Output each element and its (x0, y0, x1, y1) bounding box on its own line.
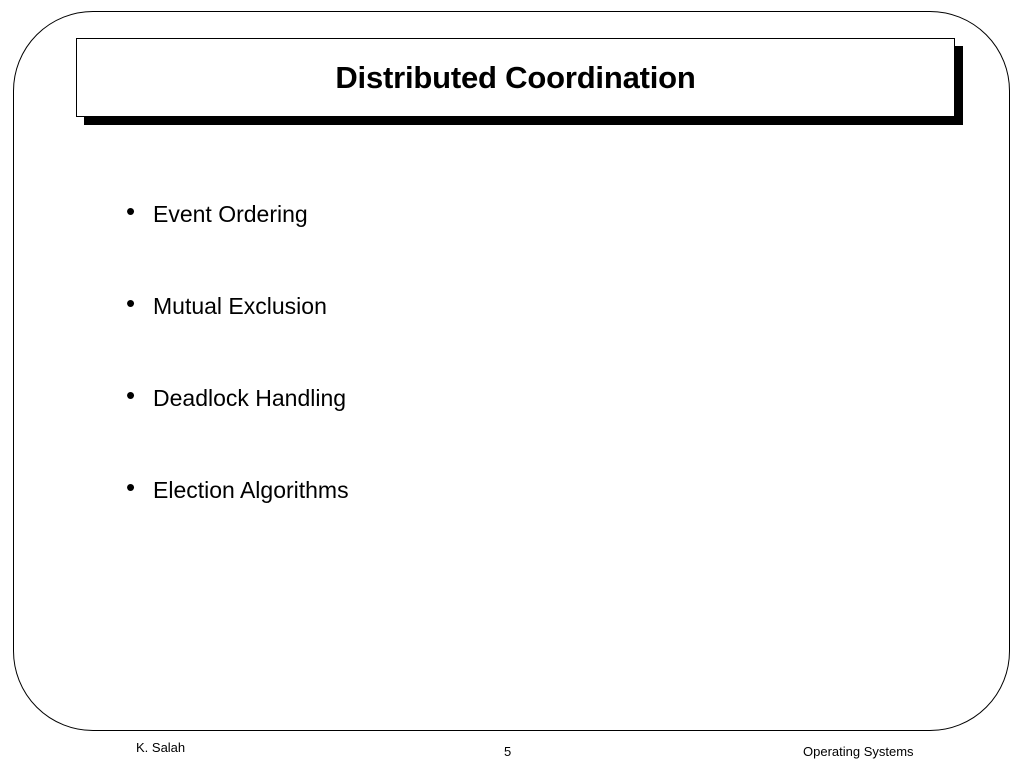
bullet-text: Mutual Exclusion (153, 292, 327, 319)
bullet-text: Election Algorithms (153, 476, 349, 503)
list-item (126, 196, 349, 232)
slide-title: Distributed Coordination (335, 59, 696, 95)
footer-author: K. Salah (136, 740, 186, 755)
footer-page-number: 5 (504, 744, 512, 759)
footer-course: Operating Systems (803, 744, 914, 759)
bullet-text: Event Ordering (153, 200, 308, 227)
list-item (126, 288, 349, 324)
bullet-text: Deadlock Handling (153, 384, 347, 411)
bullet-icon: • (126, 196, 136, 226)
bullet-list (126, 196, 349, 564)
bullet-icon: • (126, 472, 136, 502)
title-box (76, 38, 955, 117)
bullet-icon: • (126, 288, 136, 318)
list-item (126, 380, 349, 416)
bullet-icon: • (126, 380, 136, 410)
list-item (126, 472, 349, 508)
